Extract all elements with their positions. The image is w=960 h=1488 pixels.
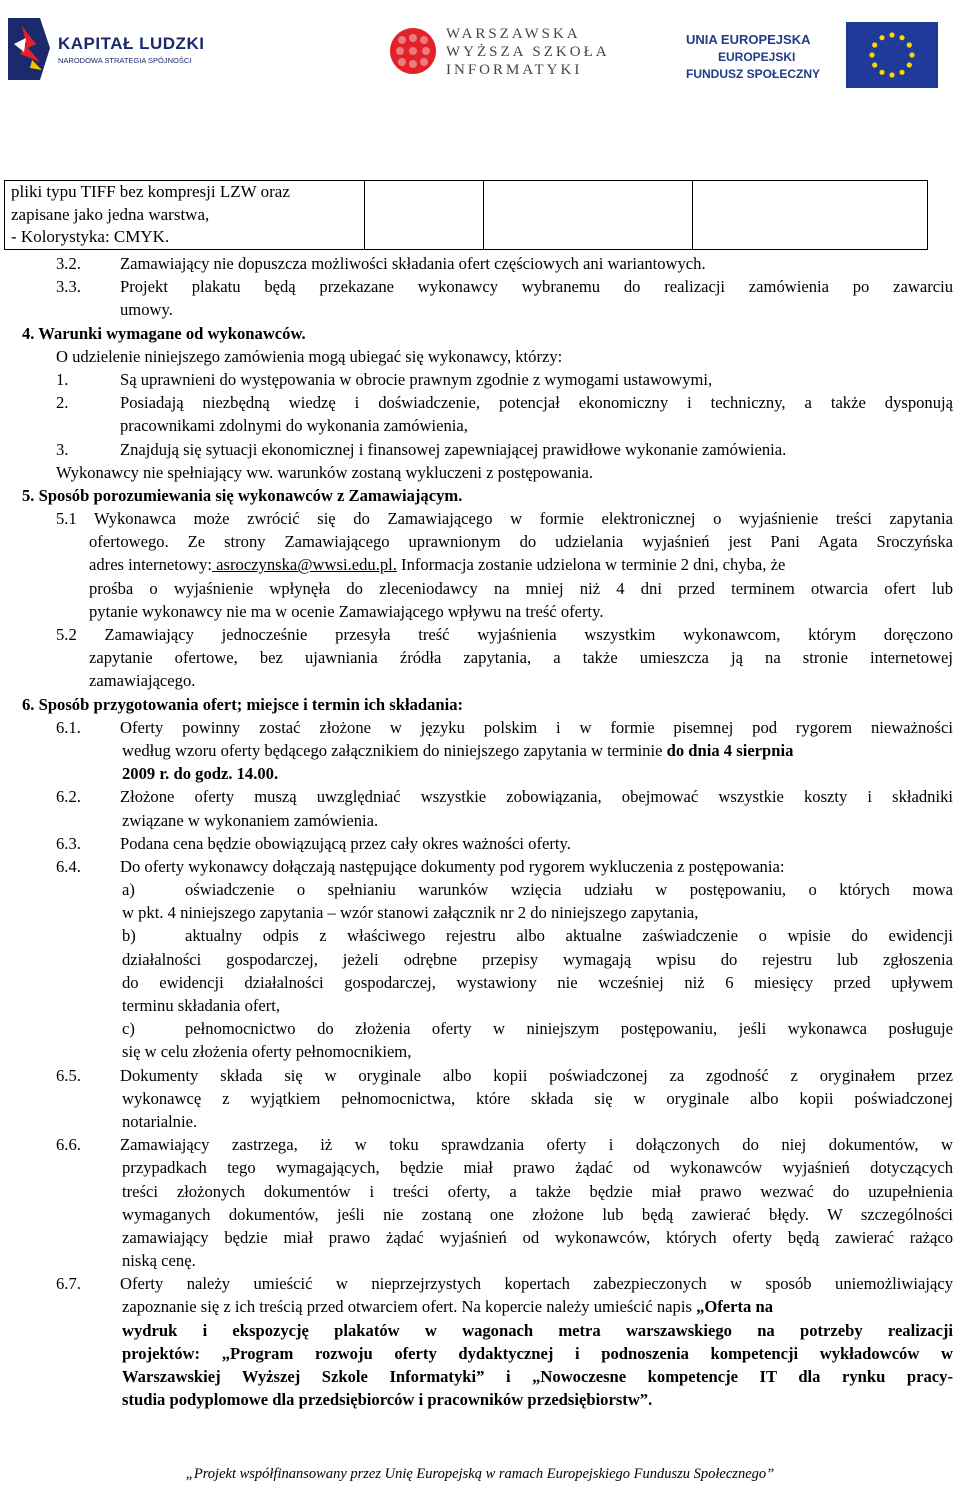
ue-line1: UNIA EUROPEJSKA	[686, 32, 811, 47]
list-item: 6.7. Oferty należy umieścić w nieprzejrzystych kopertach zabezpieczonych w sposób uniemożliwiający	[56, 1274, 953, 1294]
table-cell-empty	[365, 181, 484, 250]
table-line: pliki typu TIFF bez kompresji LZW oraz	[11, 182, 290, 201]
list-item: 6.2. Złożone oferty muszą uwzględniać wszystkie zobowiązania, obejmować wszystkie koszty i składniki	[56, 787, 953, 807]
list-item: 1. Są uprawnieni do występowania w obrocie prawnym zgodnie z wymogami ustawowymi,	[56, 369, 713, 389]
kapital-ludzki-icon	[6, 14, 54, 84]
ue-line3: FUNDUSZ SPOŁECZNY	[686, 67, 821, 81]
list-item: 6.6. Zamawiający zastrzega, iż w toku sprawdzania oferty i dołączonych do niej dokumentów, w	[56, 1135, 953, 1155]
table-cell-empty	[484, 181, 693, 250]
kapital-ludzki-title: KAPITAŁ LUDZKI	[58, 34, 205, 53]
wwsi-line1: WARSZAWSKA	[446, 26, 581, 42]
list-item: 6.4. Do oferty wykonawcy dołączają następujące dokumenty pod rygorem wykluczenia z postępowania:	[56, 856, 785, 876]
specification-table	[4, 180, 928, 250]
footer-note: „Projekt współfinansowany przez Unię Europejską w ramach Europejskiego Funduszu Społecznego”	[185, 1466, 775, 1482]
list-item: 3. Znajdują się sytuacji ekonomicznej i finansowej zapewniającej prawidłowe wykonanie zamówienia.	[56, 439, 787, 459]
ue-line2: EUROPEJSKI	[718, 50, 796, 64]
table-line: zapisane jako jedna warstwa,	[11, 204, 210, 224]
wwsi-line3: INFORMATYKI	[446, 62, 583, 78]
list-item: 2. Posiadają niezbędną wiedzę i doświadczenie, potencjał ekonomiczny i techniczny, a także dysponują	[56, 393, 953, 413]
list-item: 3.3. Projekt plakatu będą przekazane wykonawcy wybranemu do realizacji zamówienia po zawarciu	[56, 277, 953, 297]
section-heading: 4. Warunki wymagane od wykonawców.	[22, 323, 306, 343]
wwsi-logo	[388, 24, 610, 84]
unia-europejska-logo	[682, 22, 942, 92]
table-line: - Kolorystyka: CMYK.	[11, 227, 170, 246]
kapital-ludzki-subtitle: NARODOWA STRATEGIA SPÓJNOŚCI	[58, 56, 192, 65]
list-item: 6.1. Oferty powinny zostać złożone w języku polskim i w formie pisemnej pod rygorem nieważności	[56, 717, 953, 737]
section-heading: 5. Sposób porozumiewania się wykonawców z Zamawiającym.	[22, 485, 463, 505]
header-logos	[0, 0, 960, 110]
section-heading: 6. Sposób przygotowania ofert; miejsce i termin ich składania:	[22, 694, 464, 714]
table-cell-specs	[5, 181, 365, 250]
kapital-ludzki-logo	[6, 14, 236, 86]
list-item: 6.5. Dokumenty składa się w oryginale albo kopii poświadczonej za zgodność z oryginałem przez	[56, 1065, 953, 1085]
list-item: 3.2. Zamawiający nie dopuszcza możliwości składania ofert częściowych ani wariantowych.	[56, 254, 706, 273]
document-body: 3.2. Zamawiający nie dopuszcza możliwości składania ofert częściowych ani wariantowych. 3.3. Projekt plakatu będą przekazane wykonawcy wybranemu do realizacji zamówienia po zawarciu umowy. 4. Warunki wymagane od wykonawców. O udzielenie niniejszego zamówienia mogą ubiegać się wykonawcy, którzy: 1. Są uprawnieni do występowania w obrocie prawnym zgodnie z wymogami ustawowymi, 2. Posiadają niezbędną wiedzę i doświadczenie, potencjał ekonomiczny i techniczny, a także dysponują pracownikami zdolnymi do wykonania zamówienia, 3. Znajdują się sytuacji ekonomicznej i finansowej zapewniającej prawidłowe wykonanie zamówienia. Wykonawcy nie spełniający ww. warunków zostaną wykluczeni z postępowania. 5. Sposób porozumiewania się wykonawców z Zamawiającym. 5.1 Wykonawca może zwrócić się do Zamawiającego w formie elektronicznej o wyjaśnienie treści zapytania ofertowego. Ze strony Zamawiającego uprawnionym do udzielania wyjaśnień jest Pani Agata Sroczyńska adres internetowy: asroczynska@wwsi.edu.pl. Informacja zostanie udzielona w terminie 2 dni, chyba, że prośba o wyjaśnienie wpłynęła do zleceniodawcy na mniej niż 4 dni przed terminem otwarcia ofert lub pytanie wykonawcy nie ma w ocenie Zamawiającego wpływu na treść oferty. 5.2 Zamawiający jednocześnie przesyła treść wyjaśnienia wszystkim wykonawcom, którym doręczono zapytanie ofertowe, bez ujawniania źródła zapytania, a także umieszcza ją na stronie internetowej zamawiającego. 6. Sposób przygotowania ofert; miejsce i termin ich składania: 6.1. Oferty powinny zostać złożone w języku polskim i w formie pisemnej pod rygorem nieważności według wzoru oferty będącego załącznikiem do niniejszego zapytania w terminie do dnia 4 sierpnia 2009 r. do godz. 14.00. 6.2. Złożone oferty muszą uwzględniać wszystkie zobowiązania, obejmować wszystkie koszty i składniki związane w wykonaniem zamówienia. 6.3. Podana cena będzie obowiązującą przez cały okres ważności oferty. 6.4. Do oferty wykonawcy dołączają następujące dokumenty pod rygorem wykluczenia z postępowania: a) oświadczenie o spełnianiu warunków wzięcia udziału w postępowaniu, o których mowa w pkt. 4 niniejszego zapytania – wzór stanowi załącznik nr 2 do niniejszego zapytania, b) aktualny odpis z właściwego rejestru albo aktualne zaświadczenie o wpisie do ewidencji działalności gospodarczej, jeżeli odrębne przepisy wymagają wpisu do rejestru lub zgłoszenia do ewidencji działalności gospodarczej, wystawiony nie wcześniej niż 6 miesięcy przed upływem terminu składania ofert, c) pełnomocnictwo do złożenia oferty w niniejszym postępowaniu, jeśli wykonawca posługuje się w celu złożenia oferty pełnomocnikiem, 6.5. Dokumenty składa się w oryginale albo kopii poświadczonej za zgodność z oryginałem przez wykonawcę z wyjątkiem pełnomocnictwa, które składa się w oryginale albo kopii poświadczonej notarialnie. 6.6. Zamawiający zastrzega, iż w toku sprawdzania oferty i dołączonych do niej dokumentów, w przypadkach tego wymagających, będzie miał prawo żądać od wykonawców wyjaśnień dotyczących treści złożonych dokumentów i treści oferty, a także będzie miał prawo wezwać do uzupełnienia wymaganych dokumentów, jeśli nie zostaną one złożone lub będą zawierać błędy. W szczególności zamawiający będzie miał prawo żądać wyjaśnień od wykonawców, których oferty będą zawierać rażąco niską cenę. 6.7. Oferty należy umieścić w nieprzejrzystych kopertach zabezpieczonych w sposób uniemożliwiający zapoznanie się z ich treścią przed otwarciem ofert. Na kopercie należy umieścić napis „Oferta na wydruk i ekspozycję plakatów w wagonach metra warszawskiego na potrzeby realizacji projektów: „Program rozwoju oferty dydaktycznej i podnoszenia kompetencji wykładowców w Warszawskiej Wyższej Szkole Informatyki” i „Nowoczesne kompetencje IT dla rynku pracy- studia podyplomowe dla przedsiębiorców i pracowników przedsiębiorstw”.	[0, 252, 960, 1411]
eu-flag-icon	[846, 22, 938, 88]
wwsi-icon	[388, 26, 438, 76]
email-link[interactable]: asroczynska@wwsi.edu.pl.	[212, 555, 397, 575]
list-item: 6.3. Podana cena będzie obowiązującą przez cały okres ważności oferty.	[56, 833, 571, 853]
wwsi-line2: WYŻSZA SZKOŁA	[446, 44, 610, 60]
table-cell-empty	[693, 181, 928, 250]
